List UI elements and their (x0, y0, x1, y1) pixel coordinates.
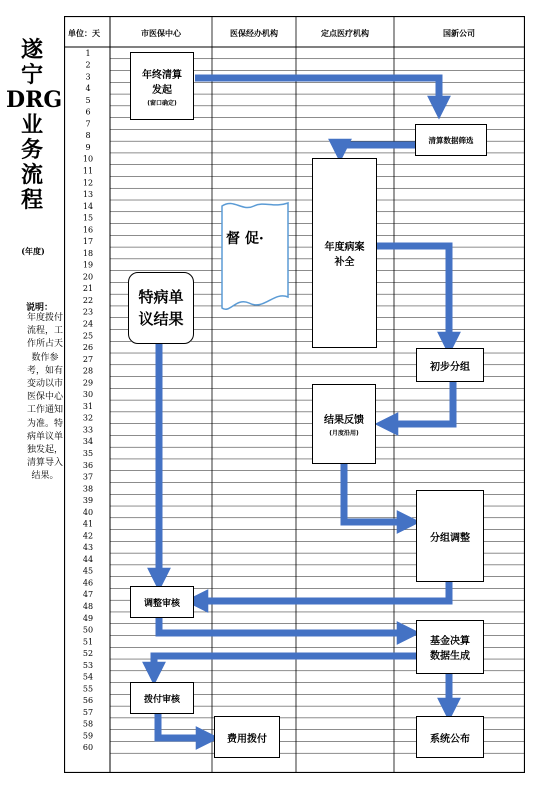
title-char-2: 宁 (20, 62, 43, 88)
header-col4: 国新公司 (443, 28, 475, 38)
title-char-5: 务 (20, 137, 43, 163)
supervise-note-shape (222, 203, 288, 309)
row-number: 3 (85, 72, 91, 82)
row-number: 60 (82, 743, 94, 753)
row-number: 42 (82, 531, 94, 541)
row-number: 33 (82, 425, 94, 435)
node-adjust-review (130, 586, 194, 618)
row-number: 44 (82, 554, 94, 564)
subtitle: (年度) (21, 246, 45, 256)
row-number: 4 (85, 84, 91, 94)
node-fee-label: 费用拨付 (227, 733, 267, 745)
row-number: 16 (82, 225, 94, 235)
row-number: 24 (82, 319, 94, 329)
row-number: 37 (82, 472, 94, 482)
row-number: 57 (82, 707, 94, 717)
node-payreview-label: 拨付审核 (143, 694, 180, 705)
row-number: 47 (82, 590, 94, 600)
row-number: 31 (82, 401, 94, 411)
arrow-fund-to-payreview (154, 656, 429, 676)
row-number: 15 (82, 213, 94, 223)
row-number: 43 (82, 543, 94, 553)
row-number: 55 (82, 684, 94, 694)
row-number: 12 (82, 178, 94, 188)
arrow-cases-to-initial (375, 246, 449, 346)
node-supervise-label: 督 促· (226, 231, 264, 247)
arrow-payreview-to-payment (158, 711, 210, 738)
row-number: 18 (82, 248, 94, 258)
row-number: 49 (82, 613, 94, 623)
node-case-line1: 年度病案 (324, 242, 365, 253)
title-char-7: 程 (20, 187, 43, 213)
row-number: 7 (85, 119, 91, 129)
header-col3: 定点医疗机构 (321, 28, 369, 38)
row-number: 9 (85, 142, 91, 152)
title-char-4: 业 (20, 112, 43, 138)
note-text: 年度拨付流程，工作所占天数作参考，如有变动以市医保中心工作通知为准。特病单议单独发起，清算导入结果。 (26, 313, 63, 482)
row-number: 58 (82, 719, 94, 729)
node-data-screening (415, 124, 487, 156)
row-number: 17 (82, 237, 94, 247)
arrow-adjust-to-review (194, 582, 449, 601)
node-adjust-review-label: 调整审核 (143, 598, 180, 609)
vertical-title (6, 37, 63, 213)
title-char-1: 遂 (20, 37, 43, 63)
row-number: 34 (82, 437, 94, 447)
row-number: 48 (82, 601, 94, 611)
flow-grid (64, 16, 525, 773)
node-payment-review (130, 682, 194, 714)
row-number: 27 (82, 354, 94, 364)
node-fee-payment (214, 716, 280, 758)
row-number: 23 (82, 307, 94, 317)
row-number: 59 (82, 731, 94, 741)
node-year-end-line1: 年终清算 (142, 69, 182, 81)
node-initial-grouping (416, 348, 484, 382)
row-number: 14 (82, 201, 94, 211)
row-number: 2 (85, 60, 91, 70)
header-unit: 单位：天 (68, 28, 100, 38)
row-number: 13 (82, 190, 94, 200)
row-number: 53 (82, 660, 94, 670)
row-number: 19 (82, 260, 94, 270)
title-char-3: DRG (6, 87, 63, 113)
row-number: 56 (82, 696, 94, 706)
node-special-line1: 特病单 (138, 288, 184, 306)
node-case-line2: 补全 (334, 257, 355, 268)
row-number: 52 (82, 649, 94, 659)
row-number: 36 (82, 460, 94, 470)
header-col1: 市医保中心 (141, 28, 181, 38)
node-group-adjustment (416, 490, 484, 582)
row-number: 20 (82, 272, 94, 282)
row-number: 1 (85, 48, 91, 58)
node-screening-label: 清算数据筛选 (428, 135, 474, 145)
node-year-end-sub: (窗口确定) (147, 99, 177, 107)
row-number: 50 (82, 625, 94, 635)
node-fund-settlement (416, 620, 484, 674)
row-number: 41 (82, 519, 94, 529)
node-publish-label: 系统公布 (430, 733, 470, 745)
row-number: 8 (85, 131, 91, 141)
row-number: 25 (82, 331, 94, 341)
node-special-line2: 议结果 (138, 310, 184, 328)
row-number: 35 (82, 448, 94, 458)
row-number: 32 (82, 413, 94, 423)
node-feedback-sub: (月度沿用) (329, 430, 359, 437)
node-year-end-start (130, 52, 194, 120)
row-number: 22 (82, 295, 94, 305)
row-number: 40 (82, 507, 94, 517)
row-number: 46 (82, 578, 94, 588)
node-adjust-label: 分组调整 (430, 532, 470, 544)
note-title: 说明： (26, 303, 54, 313)
arrow-review-to-fund (159, 618, 411, 633)
row-number: 10 (82, 154, 94, 164)
row-number: 21 (82, 284, 94, 294)
row-number: 6 (85, 107, 91, 117)
header-col2: 医保经办机构 (230, 28, 278, 38)
title-char-6: 流 (20, 162, 43, 188)
row-number: 5 (85, 95, 91, 105)
row-number: 30 (82, 390, 94, 400)
node-fund-line2: 数据生成 (430, 651, 470, 662)
node-year-end-line2: 发起 (152, 84, 172, 96)
node-result-feedback (312, 384, 376, 464)
node-special-case (128, 272, 194, 344)
row-number: 39 (82, 496, 94, 506)
row-number: 11 (82, 166, 94, 176)
node-system-publish (416, 716, 484, 758)
row-number: 29 (82, 378, 94, 388)
row-number: 54 (82, 672, 94, 682)
arrow-feedback-to-adjust (344, 463, 411, 522)
row-number: 38 (82, 484, 94, 494)
row-number: 45 (82, 566, 94, 576)
node-initial-label: 初步分组 (430, 361, 470, 373)
node-fund-line1: 基金决算 (430, 636, 470, 647)
row-number: 51 (82, 637, 94, 647)
node-supervise (226, 228, 284, 248)
node-case-supplement (312, 158, 377, 348)
node-feedback-label: 结果反馈 (324, 415, 364, 426)
row-number: 28 (82, 366, 94, 376)
row-number: 26 (82, 343, 94, 353)
